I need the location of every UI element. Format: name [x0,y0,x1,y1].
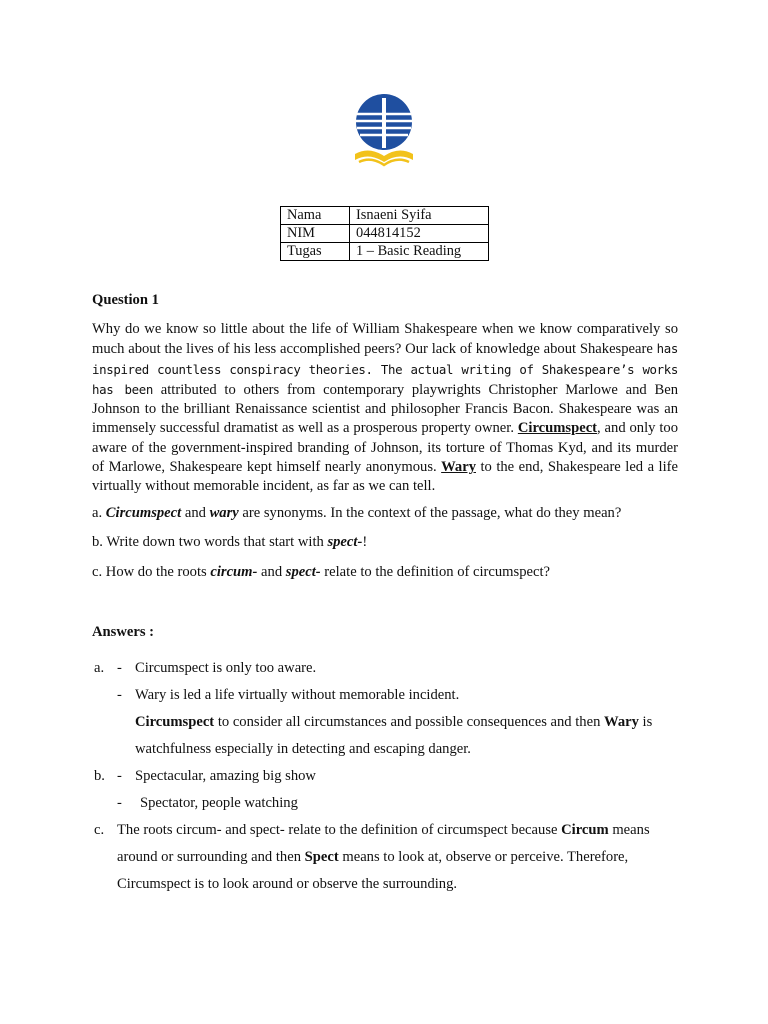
keyword-wary: Wary [441,459,476,476]
passage-text: to the end, Shakespeare led a life virtually without memorable incident, as far as we can tell. [92,459,678,495]
info-key: NIM [281,225,350,243]
term: circum- [210,564,258,580]
text: to consider all circumstances and possible consequences and then [214,714,605,730]
info-key: Tugas [281,243,350,261]
student-info-table [280,206,489,261]
answer-b-line-2: Spectator, people watching [140,795,298,811]
term: wary [209,505,239,521]
text: and [257,564,286,580]
passage-text-alt-font: has inspired countless conspiracy theories. The actual writing of Shakespeare’s works has been [92,341,678,397]
text: c. How do the roots [92,564,211,580]
text: ! [362,534,368,550]
bullet-dash: - [117,660,122,676]
text: means [608,822,650,838]
info-value: Isnaeni Syifa [350,207,489,225]
answer-a-line-3 [135,714,652,731]
answer-c-line-1 [117,822,650,839]
passage-text: , and only too aware of the government-inspired branding of Johnson, its torture of Thomas Kyd, and its murder of Marlowe, Shakespeare kept himself nearly anonymous. [92,420,678,476]
question-c [92,564,550,581]
answer-a-label: a. [94,660,105,676]
info-key: Nama [281,207,350,225]
text: a. [92,505,106,521]
answer-c-line-2 [117,849,628,866]
term: Circum [561,822,609,838]
answer-a-line-4: watchfulness especially in detecting and escaping danger. [135,741,471,757]
answer-b-line-1: Spectacular, amazing big show [135,768,316,784]
info-row-nama [281,207,489,225]
keyword-circumspect: Circumspect [517,420,598,437]
info-value: 044814152 [350,225,489,243]
question-b [92,534,367,551]
term: spect- [285,564,321,580]
text: around or surrounding and then [117,849,305,865]
term: Circumspect [105,505,182,521]
question-a [92,505,621,522]
info-value: 1 – Basic Reading [350,243,489,261]
answer-a-line-1: Circumspect is only too aware. [135,660,317,676]
bullet-dash: - [117,687,122,703]
bullet-dash: - [117,795,122,811]
text: means to look at, observe or perceive. Therefore, [338,849,629,865]
emblem-pen [382,98,386,148]
answers-title: Answers : [92,624,155,640]
text: are synonyms. In the context of the passage, what do they mean? [238,505,622,521]
text: and [181,505,210,521]
text: The roots circum- and spect- relate to the definition of circumspect because [117,822,562,838]
info-row-tugas [281,243,489,261]
question-title: Question 1 [92,292,159,308]
text: is [638,714,653,730]
term: Spect [304,849,339,865]
term: spect- [327,534,363,550]
text: relate to the definition of circumspect? [320,564,550,580]
university-emblem-logo [351,92,417,174]
bullet-dash: - [117,768,122,784]
passage-text: Why do we know so little about the life of William Shakespeare when we know comparatively so much about the lives of his less accomplished peers? Our lack of knowledge about Shakespeare [92,321,678,358]
text: b. Write down two words that start with [92,534,328,550]
info-row-nim [281,225,489,243]
reading-passage [92,320,678,497]
passage-text: attributed to others from contemporary playwrights Christopher Marlowe and Ben Johnson to the brilliant Renaissance scientist and philosopher Francis Bacon. Shakespeare was an immensely successful dramatist as well as a prosperous property owner. [92,381,678,437]
answer-c-line-3: Circumspect is to look around or observe the surrounding. [117,876,458,892]
answer-b-label: b. [94,768,105,784]
answer-a-line-2: Wary is led a life virtually without memorable incident. [135,687,460,703]
term: Circumspect [135,714,215,730]
answer-c-label: c. [94,822,105,838]
term: Wary [604,714,639,730]
